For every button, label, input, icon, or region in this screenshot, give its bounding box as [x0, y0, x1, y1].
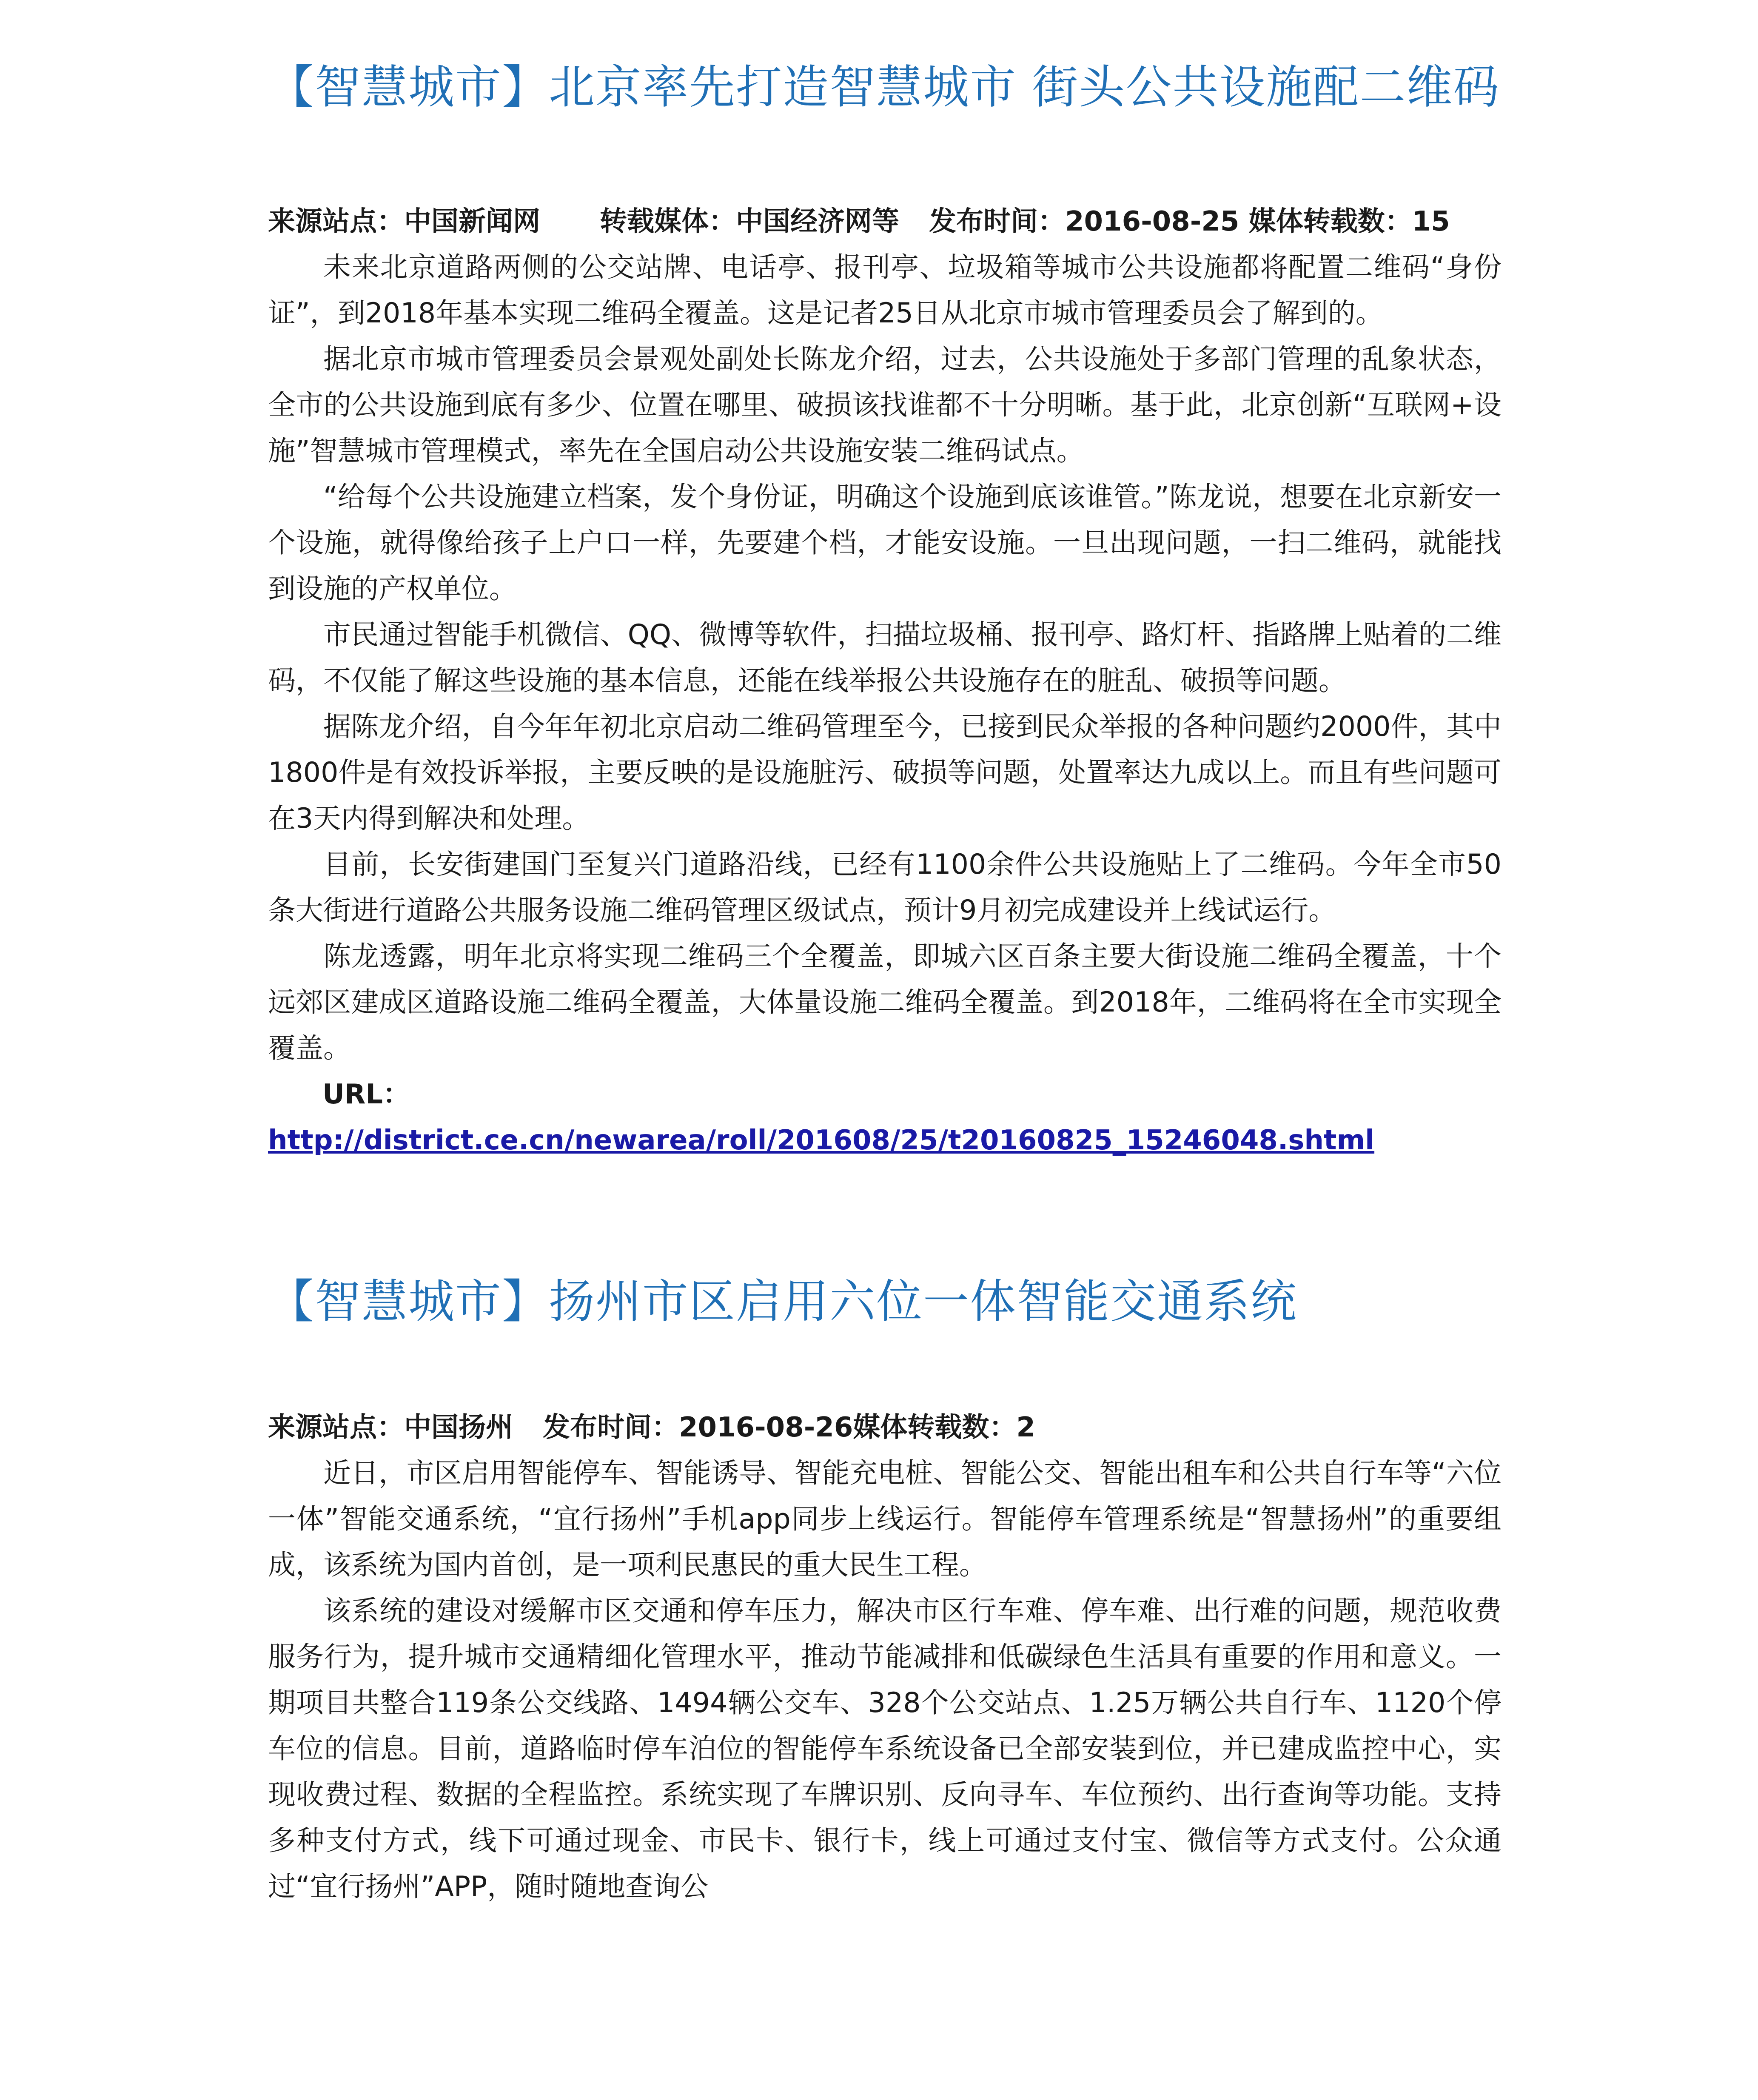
- article-1-title: 【智慧城市】北京率先打造智慧城市 街头公共设施配二维码: [268, 61, 1500, 114]
- article-1-paragraph: 未来北京道路两侧的公交站牌、电话亭、报刊亭、垃圾箱等城市公共设施都将配置二维码“身份证”，到2018年基本实现二维码全覆盖。这是记者25日从北京市城市管理委员会了解到的。: [268, 251, 1502, 329]
- article-2-source: 来源站点：中国扬州: [268, 1412, 513, 1443]
- article-1-paragraph: 据陈龙介绍，自今年年初北京启动二维码管理至今，已接到民众举报的各种问题约2000件，其中1800件是有效投诉举报，主要反映的是设施脏污、破损等问题，处置率达九成以上。而且有些问题可在3天内得到解决和处理。: [268, 711, 1502, 835]
- article-1-url-line: [268, 1071, 1502, 1163]
- article-1-repost-media: 转载媒体：中国经济网等: [600, 206, 899, 237]
- article-2-meta: [268, 1405, 1502, 1450]
- article-1-paragraph: “给每个公共设施建立档案，发个身份证，明确这个设施到底该谁管。”陈龙说，想要在北京新安一个设施，就得像给孩子上户口一样，先要建个档，才能安设施。一旦出现问题，一扫二维码，就能找到设施的产权单位。: [268, 481, 1502, 605]
- article-1-meta: [268, 199, 1502, 245]
- article-2: [268, 1255, 1502, 1910]
- article-2-paragraph: 该系统的建设对缓解市区交通和停车压力，解决市区行车难、停车难、出行难的问题，规范收费服务行为，提升城市交通精细化管理水平，推动节能减排和低碳绿色生活具有重要的作用和意义。一期项目共整合119条公交线路、1494辆公交车、328个公交站点、1.25万辆公共自行车、1120个停车位的信息。目前，道路临时停车泊位的智能停车系统设备已全部安装到位，并已建成监控中心，实现收费过程、数据的全程监控。系统实现了车牌识别、反向寻车、车位预约、出行查询等功能。支持多种支付方式，线下可通过现金、市民卡、银行卡，线上可通过支付宝、微信等方式支付。公众通过“宜行扬州”APP，随时随地查询公: [268, 1595, 1502, 1903]
- article-1-source: 来源站点：中国新闻网: [268, 206, 540, 237]
- article-1-paragraph: 市民通过智能手机微信、QQ、微博等软件，扫描垃圾桶、报刊亭、路灯杆、指路牌上贴着的二维码，不仅能了解这些设施的基本信息，还能在线举报公共设施存在的脏乱、破损等问题。: [268, 619, 1502, 697]
- document-page: [268, 40, 1502, 1910]
- article-1-paragraph: 目前，长安街建国门至复兴门道路沿线，已经有1100余件公共设施贴上了二维码。今年全市50条大街进行道路公共服务设施二维码管理区级试点，预计9月初完成建设并上线试运行。: [268, 849, 1502, 926]
- article-2-publish-time: 发布时间：2016-08-26: [543, 1412, 853, 1443]
- article-1-paragraph: 据北京市城市管理委员会景观处副处长陈龙介绍，过去，公共设施处于多部门管理的乱象状态，全市的公共设施到底有多少、位置在哪里、破损该找谁都不十分明晰。基于此，北京创新“互联网+设施”智慧城市管理模式，率先在全国启动公共设施安装二维码试点。: [268, 343, 1502, 467]
- url-label: URL：: [322, 1079, 410, 1110]
- article-2-paragraph: 近日，市区启用智能停车、智能诱导、智能充电桩、智能公交、智能出租车和公共自行车等“六位一体”智能交通系统，“宜行扬州”手机app同步上线运行。智能停车管理系统是“智慧扬州”的重要组成，该系统为国内首创，是一项利民惠民的重大民生工程。: [268, 1457, 1502, 1581]
- article-1-publish-time: 发布时间：2016-08-25: [929, 206, 1239, 237]
- article-1-paragraph: 陈龙透露，明年北京将实现二维码三个全覆盖，即城六区百条主要大街设施二维码全覆盖，十个远郊区建成区道路设施二维码全覆盖，大体量设施二维码全覆盖。到2018年，二维码将在全市实现全覆盖。: [268, 940, 1502, 1064]
- article-2-repost-count: 媒体转载数：2: [853, 1412, 1035, 1443]
- article-1-repost-count: 媒体转载数：15: [1248, 206, 1450, 237]
- article-1: [268, 40, 1502, 1163]
- article-2-title: 【智慧城市】扬州市区启用六位一体智能交通系统: [268, 1275, 1298, 1328]
- article-1-url-link[interactable]: http://district.ce.cn/newarea/roll/201608/25/t20160825_15246048.shtml: [268, 1125, 1375, 1156]
